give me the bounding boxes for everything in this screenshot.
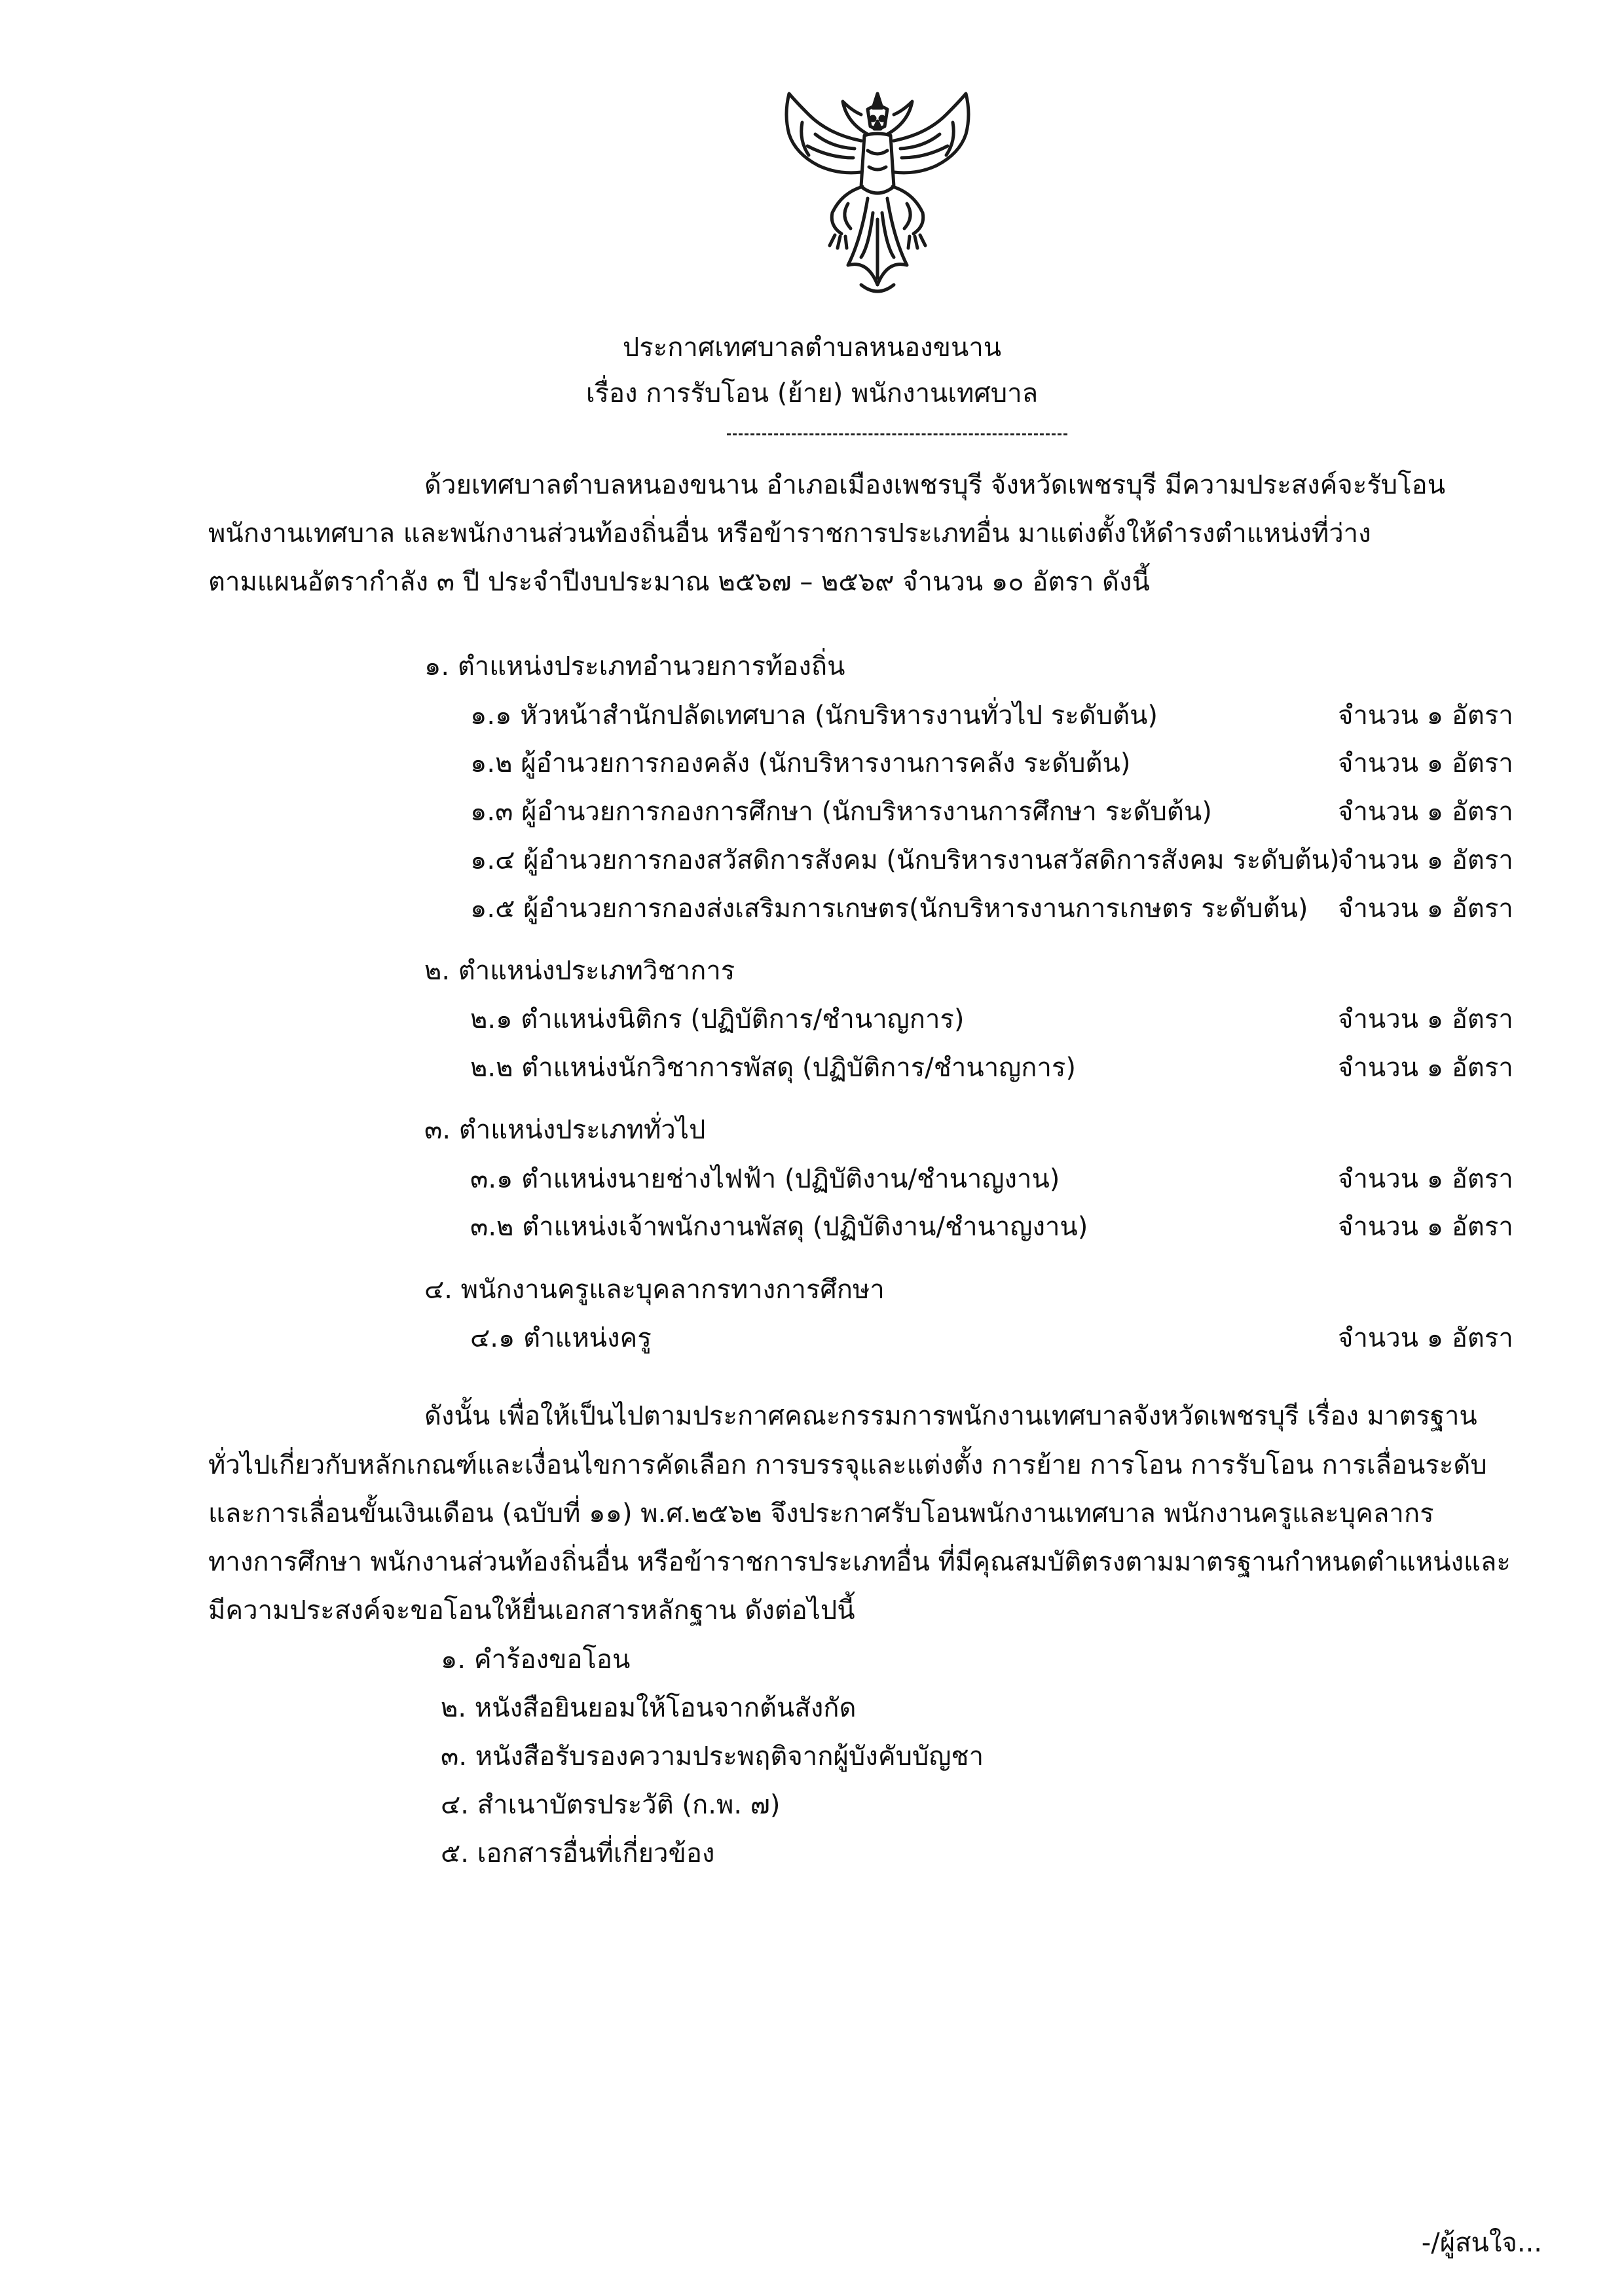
- position-item: ๒.๒ ตำแหน่งนักวิชาการพัสดุ (ปฏิบัติการ/ชำนาญการ): [470, 1053, 1077, 1083]
- position-amount: จำนวน ๑ อัตรา: [1338, 1004, 1513, 1034]
- body-line-3: และการเลื่อนขั้นเงินเดือน (ฉบับที่ ๑๑) พ.ศ.๒๕๖๒ จึงประกาศรับโอนพนักงานเทศบาล พนักงานครูและบุคลากร: [208, 1499, 1434, 1529]
- position-amount: จำนวน ๑ อัตรา: [1338, 701, 1513, 731]
- document-item: ๑. คำร้องขอโอน: [441, 1645, 631, 1675]
- body-line-5: มีความประสงค์จะขอโอนให้ยื่นเอกสารหลักฐาน ดังต่อไปนี้: [208, 1595, 855, 1626]
- announcement-title: ประกาศเทศบาลตำบลหนองขนาน: [622, 333, 1002, 363]
- position-amount: จำนวน ๑ อัตรา: [1338, 748, 1513, 778]
- body-line-1: ดังนั้น เพื่อให้เป็นไปตามประกาศคณะกรรมการพนักงานเทศบาลจังหวัดเพชรบุรี เรื่อง มาตรฐาน: [424, 1401, 1477, 1431]
- position-amount: จำนวน ๑ อัตรา: [1338, 1212, 1513, 1242]
- position-amount: จำนวน ๑ อัตรา: [1338, 1164, 1513, 1194]
- position-item: ๓.๒ ตำแหน่งเจ้าพนักงานพัสดุ (ปฏิบัติงาน/ชำนาญงาน): [470, 1212, 1088, 1242]
- position-amount: จำนวน ๑ อัตรา: [1338, 797, 1513, 827]
- position-item: ๔.๑ ตำแหน่งครู: [470, 1323, 652, 1353]
- section-heading: ๑. ตำแหน่งประเภทอำนวยการท้องถิ่น: [424, 651, 845, 682]
- intro-line-1: ด้วยเทศบาลตำบลหนองขนาน อำเภอเมืองเพชรบุรี จังหวัดเพชรบุรี มีความประสงค์จะรับโอน: [424, 470, 1446, 500]
- position-item: ๑.๓ ผู้อำนวยการกองการศึกษา (นักบริหารงานการศึกษา ระดับต้น): [470, 797, 1212, 827]
- continuation-note: -/ผู้สนใจ...: [1421, 2228, 1542, 2258]
- intro-line-3: ตามแผนอัตรากำลัง ๓ ปี ประจำปีงบประมาณ ๒๕๖๗ – ๒๕๖๙ จำนวน ๑๐ อัตรา ดังนี้: [208, 567, 1150, 597]
- position-amount: จำนวน ๑ อัตรา: [1338, 1053, 1513, 1083]
- position-amount: จำนวน ๑ อัตรา: [1338, 845, 1513, 875]
- position-item: ๒.๑ ตำแหน่งนิติกร (ปฏิบัติการ/ชำนาญการ): [470, 1004, 965, 1034]
- position-amount: จำนวน ๑ อัตรา: [1338, 894, 1513, 924]
- section-heading: ๒. ตำแหน่งประเภทวิชาการ: [424, 956, 735, 986]
- section-heading: ๔. พนักงานครูและบุคลากรทางการศึกษา: [424, 1275, 885, 1305]
- position-item: ๑.๕ ผู้อำนวยการกองส่งเสริมการเกษตร(นักบริหารงานการเกษตร ระดับต้น): [470, 894, 1308, 924]
- announcement-subject: เรื่อง การรับโอน (ย้าย) พนักงานเทศบาล: [585, 378, 1039, 409]
- position-amount: จำนวน ๑ อัตรา: [1338, 1323, 1513, 1353]
- position-item: ๑.๔ ผู้อำนวยการกองสวัสดิการสังคม (นักบริหารงานสวัสดิการสังคม ระดับต้น): [470, 845, 1340, 875]
- position-item: ๑.๑ หัวหน้าสำนักปลัดเทศบาล (นักบริหารงานทั่วไป ระดับต้น): [470, 701, 1158, 731]
- separator-line: [727, 433, 1067, 435]
- document-item: ๒. หนังสือยินยอมให้โอนจากต้นสังกัด: [441, 1693, 857, 1723]
- document-item: ๔. สำเนาบัตรประวัติ (ก.พ. ๗): [441, 1790, 781, 1820]
- section-heading: ๓. ตำแหน่งประเภททั่วไป: [424, 1115, 706, 1145]
- body-line-4: ทางการศึกษา พนักงานส่วนท้องถิ่นอื่น หรือข้าราชการประเภทอื่น ที่มีคุณสมบัติตรงตามมาตรฐานกำหนดตำแหน่งและ: [208, 1547, 1511, 1577]
- document-item: ๕. เอกสารอื่นที่เกี่ยวข้อง: [441, 1838, 715, 1868]
- garuda-emblem-icon: [769, 88, 986, 321]
- position-item: ๓.๑ ตำแหน่งนายช่างไฟฟ้า (ปฏิบัติงาน/ชำนาญงาน): [470, 1164, 1060, 1194]
- intro-line-2: พนักงานเทศบาล และพนักงานส่วนท้องถิ่นอื่น หรือข้าราชการประเภทอื่น มาแต่งตั้งให้ดำรงตำแหน่งที่ว่าง: [208, 519, 1371, 549]
- position-item: ๑.๒ ผู้อำนวยการกองคลัง (นักบริหารงานการคลัง ระดับต้น): [470, 748, 1131, 778]
- body-line-2: ทั่วไปเกี่ยวกับหลักเกณฑ์และเงื่อนไขการคัดเลือก การบรรจุและแต่งตั้ง การย้าย การโอน การรับโอน การเลื่อนระดับ: [208, 1450, 1487, 1480]
- document-item: ๓. หนังสือรับรองความประพฤติจากผู้บังคับบัญชา: [441, 1741, 984, 1772]
